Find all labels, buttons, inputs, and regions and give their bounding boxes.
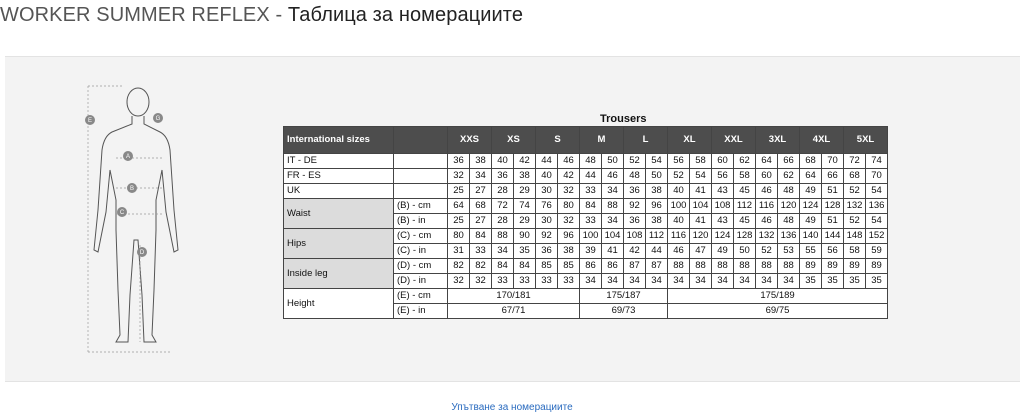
table-cell: 112 xyxy=(646,229,668,244)
header-size: L xyxy=(624,127,668,154)
table-cell: 46 xyxy=(602,169,624,184)
table-cell: 64 xyxy=(800,169,822,184)
height-group-cell: 175/189 xyxy=(668,289,888,304)
table-cell: 47 xyxy=(690,244,712,259)
svg-text:E: E xyxy=(87,118,93,124)
table-cell: 34 xyxy=(470,169,492,184)
row-blank xyxy=(394,169,448,184)
table-cell: 38 xyxy=(470,154,492,169)
table-cell: 34 xyxy=(602,274,624,289)
table-cell: 42 xyxy=(558,169,580,184)
table-cell: 28 xyxy=(492,214,514,229)
marker-a-icon xyxy=(123,151,133,161)
marker-g-icon xyxy=(153,113,163,123)
table-cell: 68 xyxy=(844,169,866,184)
header-size: 5XL xyxy=(844,127,888,154)
table-cell: 112 xyxy=(734,199,756,214)
table-cell: 56 xyxy=(668,154,690,169)
table-cell: 148 xyxy=(844,229,866,244)
table-cell: 152 xyxy=(866,229,888,244)
table-cell: 34 xyxy=(690,274,712,289)
table-cell: 40 xyxy=(668,184,690,199)
table-cell: 70 xyxy=(866,169,888,184)
header-size: XS xyxy=(492,127,536,154)
table-cell: 33 xyxy=(558,274,580,289)
table-cell: 38 xyxy=(558,244,580,259)
row-blank xyxy=(394,154,448,169)
table-cell: 38 xyxy=(646,214,668,229)
table-cell: 72 xyxy=(492,199,514,214)
table-cell: 90 xyxy=(514,229,536,244)
table-cell: 92 xyxy=(624,199,646,214)
table-cell: 87 xyxy=(646,259,668,274)
height-group-cell: 175/187 xyxy=(580,289,668,304)
height-group-cell: 69/73 xyxy=(580,304,668,319)
table-cell: 108 xyxy=(712,199,734,214)
table-cell: 32 xyxy=(448,274,470,289)
row-blank xyxy=(394,184,448,199)
table-title: Trousers xyxy=(600,113,647,125)
size-chart-title: Таблица за номерациите xyxy=(287,4,524,26)
table-cell: 49 xyxy=(712,244,734,259)
table-cell: 128 xyxy=(734,229,756,244)
table-cell: 50 xyxy=(602,154,624,169)
table-cell: 42 xyxy=(624,244,646,259)
table-cell: 88 xyxy=(778,259,800,274)
table-cell: 86 xyxy=(602,259,624,274)
table-cell: 40 xyxy=(668,214,690,229)
table-cell: 62 xyxy=(778,169,800,184)
table-cell: 89 xyxy=(866,259,888,274)
table-cell: 42 xyxy=(514,154,536,169)
table-cell: 52 xyxy=(844,214,866,229)
table-cell: 56 xyxy=(712,169,734,184)
table-cell: 34 xyxy=(624,274,646,289)
table-cell: 72 xyxy=(844,154,866,169)
table-cell: 124 xyxy=(800,199,822,214)
table-cell: 92 xyxy=(536,229,558,244)
table-cell: 34 xyxy=(580,274,602,289)
product-name: WORKER SUMMER REFLEX xyxy=(0,4,270,26)
table-cell: 89 xyxy=(844,259,866,274)
table-cell: 96 xyxy=(646,199,668,214)
table-cell: 84 xyxy=(514,259,536,274)
table-cell: 34 xyxy=(734,274,756,289)
table-cell: 39 xyxy=(580,244,602,259)
table-cell: 116 xyxy=(668,229,690,244)
height-label: Height xyxy=(284,289,394,319)
table-cell: 41 xyxy=(602,244,624,259)
table-cell: 48 xyxy=(624,169,646,184)
table-cell: 43 xyxy=(712,214,734,229)
marker-c-icon xyxy=(117,207,127,217)
table-cell: 89 xyxy=(822,259,844,274)
unit-label: (B) - in xyxy=(394,214,448,229)
measure-label: Hips xyxy=(284,229,394,259)
table-cell: 44 xyxy=(536,154,558,169)
table-cell: 74 xyxy=(866,154,888,169)
table-cell: 48 xyxy=(580,154,602,169)
table-cell: 25 xyxy=(448,184,470,199)
table-cell: 46 xyxy=(756,184,778,199)
table-row xyxy=(284,289,888,304)
table-cell: 35 xyxy=(514,244,536,259)
table-cell: 66 xyxy=(778,154,800,169)
table-cell: 36 xyxy=(624,184,646,199)
table-cell: 53 xyxy=(778,244,800,259)
table-cell: 58 xyxy=(690,154,712,169)
svg-text:D: D xyxy=(139,250,145,256)
table-cell: 49 xyxy=(800,214,822,229)
table-cell: 128 xyxy=(822,199,844,214)
table-cell: 25 xyxy=(448,214,470,229)
unit-label: (E) - in xyxy=(394,304,448,319)
row-label: FR - ES xyxy=(284,169,394,184)
table-cell: 48 xyxy=(778,184,800,199)
table-cell: 120 xyxy=(778,199,800,214)
table-cell: 64 xyxy=(448,199,470,214)
table-cell: 35 xyxy=(800,274,822,289)
unit-label: (E) - cm xyxy=(394,289,448,304)
table-cell: 31 xyxy=(448,244,470,259)
table-cell: 100 xyxy=(668,199,690,214)
table-cell: 88 xyxy=(712,259,734,274)
svg-text:A: A xyxy=(125,154,131,160)
table-row xyxy=(284,169,888,184)
table-cell: 33 xyxy=(492,274,514,289)
table-cell: 32 xyxy=(558,214,580,229)
table-cell: 29 xyxy=(514,214,536,229)
table-cell: 132 xyxy=(756,229,778,244)
height-group-cell: 170/181 xyxy=(448,289,580,304)
table-cell: 68 xyxy=(470,199,492,214)
table-cell: 52 xyxy=(756,244,778,259)
table-cell: 88 xyxy=(668,259,690,274)
table-cell: 34 xyxy=(602,184,624,199)
table-cell: 46 xyxy=(756,214,778,229)
table-cell: 124 xyxy=(712,229,734,244)
size-guide-link[interactable]: Упътване за номерациите xyxy=(451,402,573,413)
table-cell: 60 xyxy=(712,154,734,169)
measure-label: Waist xyxy=(284,199,394,229)
table-cell: 33 xyxy=(580,214,602,229)
table-cell: 41 xyxy=(690,184,712,199)
table-cell: 40 xyxy=(492,154,514,169)
table-cell: 144 xyxy=(822,229,844,244)
table-cell: 34 xyxy=(646,274,668,289)
table-cell: 52 xyxy=(844,184,866,199)
table-cell: 58 xyxy=(844,244,866,259)
table-row xyxy=(284,229,888,244)
table-row xyxy=(284,259,888,274)
human-outline-icon xyxy=(94,88,178,342)
table-cell: 51 xyxy=(822,214,844,229)
unit-label: (D) - cm xyxy=(394,259,448,274)
table-cell: 32 xyxy=(558,184,580,199)
table-cell: 48 xyxy=(778,214,800,229)
table-cell: 44 xyxy=(580,169,602,184)
table-cell: 50 xyxy=(734,244,756,259)
table-cell: 35 xyxy=(866,274,888,289)
table-cell: 33 xyxy=(580,184,602,199)
height-group-cell: 67/71 xyxy=(448,304,580,319)
table-cell: 41 xyxy=(690,214,712,229)
table-cell: 84 xyxy=(470,229,492,244)
svg-text:G: G xyxy=(155,116,161,122)
table-cell: 52 xyxy=(668,169,690,184)
table-cell: 58 xyxy=(734,169,756,184)
table-cell: 88 xyxy=(602,199,624,214)
table-cell: 30 xyxy=(536,184,558,199)
size-table xyxy=(283,126,888,319)
table-cell: 29 xyxy=(514,184,536,199)
table-cell: 108 xyxy=(624,229,646,244)
unit-label: (C) - cm xyxy=(394,229,448,244)
table-cell: 96 xyxy=(558,229,580,244)
table-cell: 80 xyxy=(558,199,580,214)
table-cell: 88 xyxy=(756,259,778,274)
table-cell: 84 xyxy=(492,259,514,274)
svg-text:C: C xyxy=(119,210,125,216)
header-size: M xyxy=(580,127,624,154)
table-cell: 45 xyxy=(734,184,756,199)
table-cell: 66 xyxy=(822,169,844,184)
table-cell: 33 xyxy=(536,274,558,289)
header-size: 3XL xyxy=(756,127,800,154)
table-cell: 35 xyxy=(822,274,844,289)
table-cell: 84 xyxy=(580,199,602,214)
header-size: 4XL xyxy=(800,127,844,154)
table-cell: 38 xyxy=(646,184,668,199)
header-international-sizes: International sizes xyxy=(284,127,394,154)
table-cell: 86 xyxy=(580,259,602,274)
table-cell: 85 xyxy=(558,259,580,274)
table-cell: 136 xyxy=(866,199,888,214)
table-cell: 82 xyxy=(448,259,470,274)
table-cell: 34 xyxy=(778,274,800,289)
table-cell: 70 xyxy=(822,154,844,169)
table-cell: 38 xyxy=(514,169,536,184)
table-cell: 40 xyxy=(536,169,558,184)
table-cell: 68 xyxy=(800,154,822,169)
table-cell: 27 xyxy=(470,184,492,199)
unit-label: (B) - cm xyxy=(394,199,448,214)
table-cell: 116 xyxy=(756,199,778,214)
table-cell: 34 xyxy=(712,274,734,289)
header-blank xyxy=(394,127,448,154)
table-cell: 50 xyxy=(646,169,668,184)
table-row xyxy=(284,154,888,169)
marker-e-icon xyxy=(85,115,95,125)
table-cell: 54 xyxy=(866,184,888,199)
table-cell: 56 xyxy=(822,244,844,259)
table-cell: 60 xyxy=(756,169,778,184)
table-cell: 104 xyxy=(690,199,712,214)
table-cell: 32 xyxy=(470,274,492,289)
table-cell: 55 xyxy=(800,244,822,259)
svg-text:B: B xyxy=(129,186,135,192)
table-cell: 74 xyxy=(514,199,536,214)
measure-label: Inside leg xyxy=(284,259,394,289)
table-cell: 52 xyxy=(624,154,646,169)
marker-b-icon xyxy=(127,183,137,193)
table-cell: 54 xyxy=(690,169,712,184)
table-cell: 54 xyxy=(866,214,888,229)
table-cell: 34 xyxy=(668,274,690,289)
table-cell: 34 xyxy=(602,214,624,229)
table-cell: 36 xyxy=(448,154,470,169)
table-cell: 88 xyxy=(492,229,514,244)
table-cell: 46 xyxy=(558,154,580,169)
table-cell: 33 xyxy=(514,274,536,289)
table-cell: 88 xyxy=(734,259,756,274)
unit-label: (D) - in xyxy=(394,274,448,289)
table-cell: 140 xyxy=(800,229,822,244)
row-label: IT - DE xyxy=(284,154,394,169)
header-size: XXL xyxy=(712,127,756,154)
table-cell: 88 xyxy=(690,259,712,274)
table-cell: 43 xyxy=(712,184,734,199)
table-cell: 44 xyxy=(646,244,668,259)
table-cell: 49 xyxy=(800,184,822,199)
body-measurement-figure xyxy=(82,80,182,355)
height-group-cell: 69/75 xyxy=(668,304,888,319)
table-cell: 62 xyxy=(734,154,756,169)
table-cell: 76 xyxy=(536,199,558,214)
table-cell: 36 xyxy=(624,214,646,229)
unit-label: (C) - in xyxy=(394,244,448,259)
table-cell: 80 xyxy=(448,229,470,244)
table-cell: 100 xyxy=(580,229,602,244)
row-label: UK xyxy=(284,184,394,199)
size-header-row xyxy=(284,127,888,154)
header-size: S xyxy=(536,127,580,154)
table-row xyxy=(284,184,888,199)
table-cell: 82 xyxy=(470,259,492,274)
table-cell: 35 xyxy=(844,274,866,289)
table-cell: 51 xyxy=(822,184,844,199)
table-cell: 120 xyxy=(690,229,712,244)
table-cell: 45 xyxy=(734,214,756,229)
table-cell: 30 xyxy=(536,214,558,229)
table-cell: 59 xyxy=(866,244,888,259)
table-cell: 104 xyxy=(602,229,624,244)
table-cell: 87 xyxy=(624,259,646,274)
table-cell: 34 xyxy=(492,244,514,259)
table-cell: 64 xyxy=(756,154,778,169)
marker-d-icon xyxy=(137,247,147,257)
title-separator: - xyxy=(269,4,288,26)
table-cell: 36 xyxy=(492,169,514,184)
table-row xyxy=(284,199,888,214)
table-cell: 28 xyxy=(492,184,514,199)
table-cell: 132 xyxy=(844,199,866,214)
table-cell: 85 xyxy=(536,259,558,274)
table-cell: 54 xyxy=(646,154,668,169)
header-size: XL xyxy=(668,127,712,154)
table-cell: 36 xyxy=(536,244,558,259)
page-title xyxy=(0,4,523,27)
table-cell: 34 xyxy=(756,274,778,289)
table-cell: 33 xyxy=(470,244,492,259)
table-cell: 27 xyxy=(470,214,492,229)
table-cell: 46 xyxy=(668,244,690,259)
table-cell: 89 xyxy=(800,259,822,274)
header-size: XXS xyxy=(448,127,492,154)
table-cell: 32 xyxy=(448,169,470,184)
table-cell: 136 xyxy=(778,229,800,244)
